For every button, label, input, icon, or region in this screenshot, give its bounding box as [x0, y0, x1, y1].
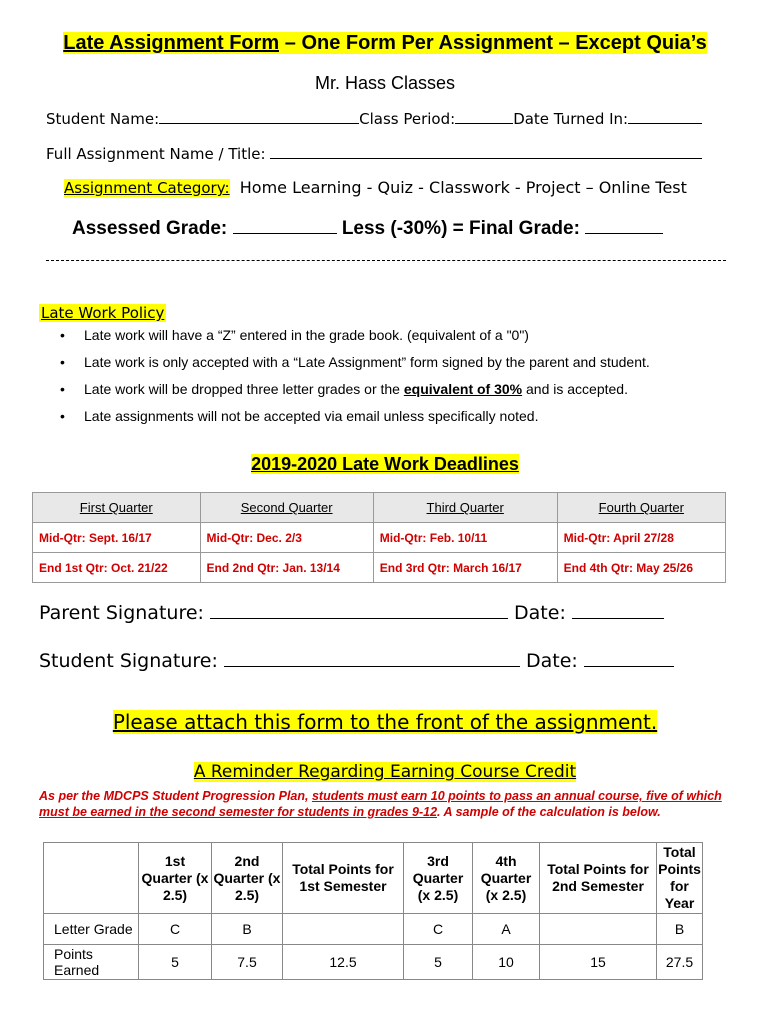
table-header: 2nd Quarter (x 2.5): [212, 843, 283, 914]
table-header: [44, 843, 139, 914]
table-cell: [283, 914, 404, 945]
assignment-name-field[interactable]: [270, 157, 702, 159]
table-cell: End 1st Qtr: Oct. 21/22: [33, 553, 201, 583]
table-cell: Points Earned: [44, 945, 139, 980]
table-cell: C: [139, 914, 212, 945]
reminder-heading: [0, 762, 770, 782]
table-cell: Mid-Qtr: Feb. 10/11: [373, 523, 557, 553]
assessed-grade-field[interactable]: [233, 232, 337, 234]
table-cell: 5: [404, 945, 473, 980]
assignment-name-label: Full Assignment Name / Title:: [46, 145, 266, 163]
dashed-divider: [46, 260, 726, 261]
final-grade-field[interactable]: [585, 232, 663, 234]
table-header: 4th Quarter (x 2.5): [473, 843, 540, 914]
reminder-heading-text: A Reminder Regarding Earning Course Credit: [193, 762, 577, 782]
table-header: 1st Quarter (x 2.5): [139, 843, 212, 914]
table-cell: Mid-Qtr: Dec. 2/3: [200, 523, 373, 553]
grade-row: [72, 218, 663, 240]
table-row: [33, 553, 726, 583]
form-subtitle: Mr. Hass Classes: [314, 73, 456, 93]
table-header: Total Points for 1st Semester: [283, 843, 404, 914]
assignment-category-row: [64, 178, 687, 197]
list-item: • Late work is only accepted with a “Late Assignment” form signed by the parent and student.: [60, 353, 650, 380]
table-header: Fourth Quarter: [557, 493, 725, 523]
form-title-main: Late Assignment Form: [63, 32, 280, 54]
student-signature-row: [39, 650, 674, 672]
assignment-name-row: [46, 145, 702, 163]
parent-date-field[interactable]: [572, 617, 664, 619]
table-cell: 12.5: [283, 945, 404, 980]
table-cell: End 3rd Qtr: March 16/17: [373, 553, 557, 583]
student-signature-label: Student Signature:: [39, 650, 218, 672]
table-cell: End 4th Qtr: May 25/26: [557, 553, 725, 583]
policy-text: Late work will be dropped three letter grades or the: [84, 381, 404, 397]
attach-note-text: Please attach this form to the front of the assignment.: [112, 710, 658, 734]
table-cell: B: [657, 914, 703, 945]
table-header: Total Points for Year: [657, 843, 703, 914]
student-date-field[interactable]: [584, 665, 674, 667]
table-header: Second Quarter: [200, 493, 373, 523]
form-title: [0, 32, 770, 55]
student-info-row: [46, 110, 702, 128]
table-cell: 15: [540, 945, 657, 980]
assessed-grade-label: Assessed Grade:: [72, 218, 228, 239]
table-cell: 10: [473, 945, 540, 980]
parent-signature-row: [39, 602, 664, 624]
reminder-text: [39, 788, 729, 820]
class-period-label: Class Period:: [359, 110, 456, 128]
policy-emphasis: equivalent of 30%: [403, 381, 523, 397]
table-row: [44, 945, 703, 980]
table-cell: 27.5: [657, 945, 703, 980]
deadlines-table: [32, 492, 726, 583]
table-cell: [540, 914, 657, 945]
table-cell: Mid-Qtr: Sept. 16/17: [33, 523, 201, 553]
form-title-rest: – One Form Per Assignment – Except Quia’s: [279, 32, 707, 54]
table-cell: 5: [139, 945, 212, 980]
table-cell: Letter Grade: [44, 914, 139, 945]
table-header: 3rd Quarter (x 2.5): [404, 843, 473, 914]
final-grade-label: Less (-30%) = Final Grade:: [341, 218, 580, 239]
class-period-field[interactable]: [455, 122, 513, 124]
deadlines-heading-text: 2019-2020 Late Work Deadlines: [251, 454, 519, 474]
table-cell: C: [404, 914, 473, 945]
list-item: [60, 380, 650, 407]
late-work-policy-heading: Late Work Policy: [41, 304, 165, 322]
assignment-category-options: Home Learning - Quiz - Classwork - Project – Online Test: [239, 178, 687, 197]
reminder-text-part: As per the MDCPS Student Progression Plan,: [39, 789, 312, 803]
date-turned-in-label: Date Turned In:: [513, 110, 629, 128]
student-name-field[interactable]: [159, 122, 359, 124]
student-name-label: Student Name:: [46, 110, 160, 128]
credit-table: [43, 842, 703, 980]
list-item: • Late assignments will not be accepted via email unless specifically noted.: [60, 407, 650, 434]
student-signature-field[interactable]: [224, 665, 520, 667]
table-cell: Mid-Qtr: April 27/28: [557, 523, 725, 553]
table-cell: B: [212, 914, 283, 945]
assignment-category-label: Assignment Category:: [64, 179, 230, 197]
late-work-policy-list: [60, 326, 650, 434]
attach-note: [0, 710, 770, 734]
table-row: [33, 523, 726, 553]
reminder-text-emphasis: students must earn 10 points to pass an annual course, five of which must be earned in the second semester for students in grades 9-12: [39, 789, 722, 819]
table-cell: End 2nd Qtr: Jan. 13/14: [200, 553, 373, 583]
table-header: Third Quarter: [373, 493, 557, 523]
table-cell: 7.5: [212, 945, 283, 980]
deadlines-heading: [0, 454, 770, 475]
parent-signature-field[interactable]: [210, 617, 508, 619]
parent-signature-label: Parent Signature:: [39, 602, 204, 624]
table-header: Total Points for 2nd Semester: [540, 843, 657, 914]
table-row: [44, 914, 703, 945]
reminder-text-part: . A sample of the calculation is below.: [437, 805, 661, 819]
parent-date-label: Date:: [514, 602, 566, 624]
table-cell: A: [473, 914, 540, 945]
table-header: First Quarter: [33, 493, 201, 523]
student-date-label: Date:: [526, 650, 578, 672]
list-item: • Late work will have a “Z” entered in the grade book. (equivalent of a "0"): [60, 326, 650, 353]
date-turned-in-field[interactable]: [628, 122, 702, 124]
policy-text: and is accepted.: [522, 381, 628, 397]
